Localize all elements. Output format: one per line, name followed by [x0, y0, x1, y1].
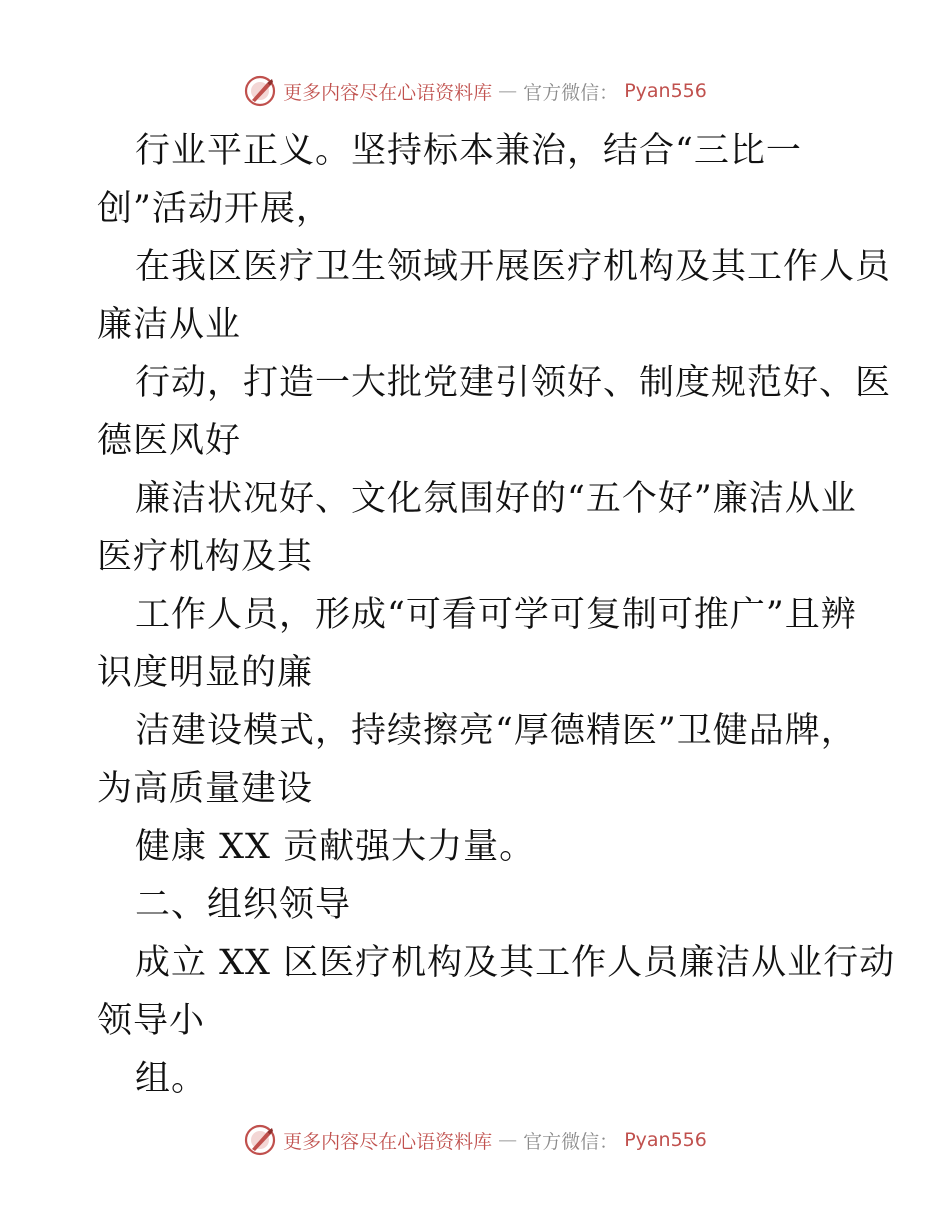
- paragraph-line: 组。: [135, 1059, 208, 1099]
- paragraph-line: 创”活动开展，: [97, 189, 332, 229]
- paragraph-line: 医疗机构及其: [97, 537, 314, 577]
- quill-pen-logo-icon: [243, 74, 277, 108]
- section-heading: 二、组织领导: [135, 885, 352, 925]
- watermark-wechat-id: Pyan556: [624, 1129, 707, 1151]
- watermark-site-text: 更多内容尽在心语资料库: [283, 81, 493, 104]
- paragraph-line: 识度明显的廉: [97, 653, 314, 693]
- watermark-site-text: 更多内容尽在心语资料库: [283, 1130, 493, 1153]
- paragraph-line: 健康 XX 贡献强大力量。: [135, 827, 536, 867]
- watermark-separator: —: [498, 1129, 518, 1151]
- paragraph-line: 在我区医疗卫生领域开展医疗机构及其工作人员: [135, 247, 892, 287]
- paragraph-line: 工作人员，形成“可看可学可复制可推广”且辨: [135, 595, 857, 635]
- paragraph-line: 行业平正义。坚持标本兼治，结合“三比一: [135, 131, 802, 171]
- paragraph-line: 为高质量建设: [97, 769, 314, 809]
- watermark-separator: —: [498, 80, 518, 102]
- watermark-official-label: 官方微信：: [523, 81, 619, 104]
- quill-pen-logo-icon: [243, 1123, 277, 1157]
- paragraph-line: 廉洁从业: [97, 305, 242, 345]
- header-watermark: [0, 72, 950, 110]
- paragraph-line: 德医风好: [97, 421, 242, 461]
- paragraph-line: 廉洁状况好、文化氛围好的“五个好”廉洁从业: [135, 479, 857, 519]
- paragraph-line: 洁建设模式，持续擦亮“厚德精医”卫健品牌，: [135, 711, 857, 751]
- paragraph-line: 领导小: [97, 1001, 206, 1041]
- paragraph-line: 成立 XX 区医疗机构及其工作人员廉洁从业行动: [135, 943, 896, 983]
- footer-watermark: [0, 1121, 950, 1159]
- watermark-wechat-id: Pyan556: [624, 80, 707, 102]
- document-body: [97, 122, 896, 1108]
- paragraph-line: 行动，打造一大批党建引领好、制度规范好、医: [135, 363, 892, 403]
- watermark-official-label: 官方微信：: [523, 1130, 619, 1153]
